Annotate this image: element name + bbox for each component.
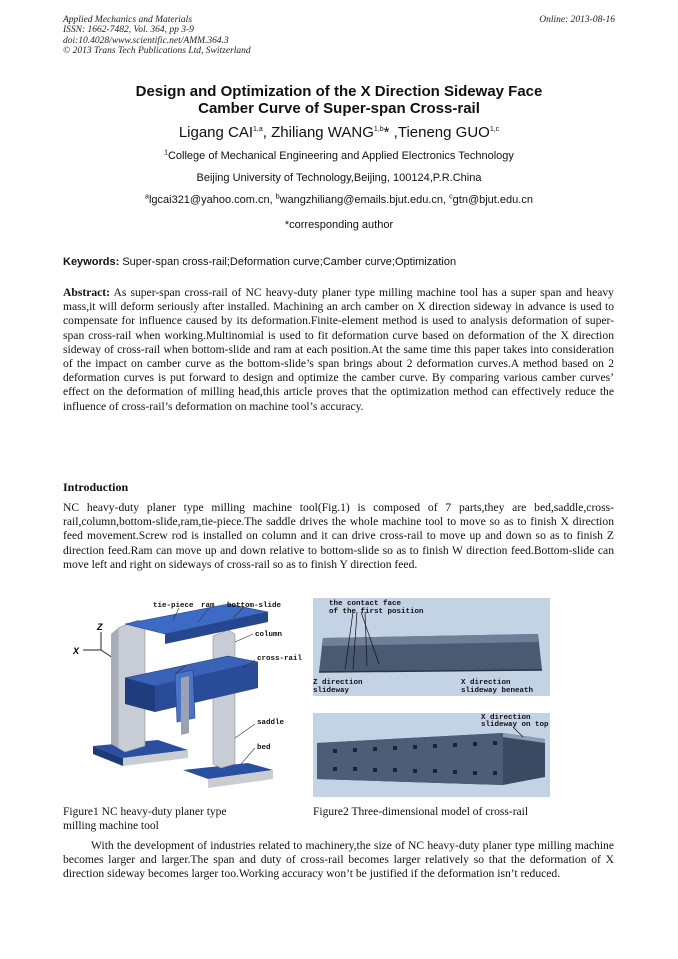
axis-z-label: Z: [97, 622, 103, 632]
axis-x-label: X: [73, 646, 80, 656]
column-right: [213, 630, 235, 768]
abstract-label: Abstract:: [63, 286, 111, 299]
email-a: lgcai321@yahoo.com.cn,: [148, 194, 273, 206]
email-c: gtn@bjut.edu.cn: [452, 194, 533, 206]
figure2-bottom-image: [313, 713, 550, 797]
issn: ISSN: 1662-7482, Vol. 364, pp 3-9: [63, 25, 194, 36]
label-x-beneath-2: slideway beneath: [461, 687, 534, 695]
label-contact-face-1: the contact face: [329, 600, 402, 608]
label-saddle: saddle: [257, 719, 285, 727]
label-x-top-1: X direction: [481, 714, 531, 722]
email-a-sup: a: [145, 193, 149, 201]
figure1-image: [63, 598, 313, 798]
author-2-sup: 1,b: [373, 126, 384, 133]
label-x-top-2: slideway on top: [481, 721, 549, 729]
label-bottom-slide: bottom-slide: [227, 602, 282, 610]
label-z-sideway-2: slideway: [313, 687, 350, 695]
figure1-caption: [63, 806, 227, 833]
doi: doi:10.4028/www.scientific.net/AMM.364.3: [63, 35, 229, 46]
author-1-sup: 1,a: [253, 126, 263, 133]
label-bed: bed: [257, 744, 271, 752]
label-x-beneath-1: X direction: [461, 679, 511, 687]
running-header: [63, 15, 251, 57]
email-b: wangzhiliang@emails.bjut.edu.cn,: [279, 194, 447, 206]
figure1-caption-line-2: milling machine tool: [63, 819, 159, 832]
label-tie-piece: tie-piece: [153, 602, 194, 610]
figure1-machine-drawing: [63, 598, 313, 798]
intro-paragraph-1: NC heavy-duty planer type milling machine tool(Fig.1) is composed of 7 parts,they are bed,saddle,cross-rail,column,bottom-slide,ram,tie-piece.The saddle drives the whole machine tool to move so as to finish X direction feed movement.Screw rod is installed on column and it can drive cross-rail to move up and down so as to finish Z direction feed.Ram can move up and down relative to bottom-slide so as to finish W direction feed.Bottom-slide can move left and right on sideways of cross-rail so as to finish Y direction feed.: [63, 501, 614, 571]
online-date: Online: 2013-08-16: [539, 15, 615, 25]
author-3-sup: 1,c: [489, 126, 500, 133]
author-1: Ligang CAI: [178, 124, 254, 141]
label-z-sideway-1: Z direction: [313, 679, 363, 687]
label-cross-rail: cross-rail: [257, 655, 303, 663]
affiliation-text-1: College of Mechanical Engineering and Applied Electronics Technology: [167, 150, 514, 162]
author-list: Ligang CAI$^{1,a}$, Zhiliang WANG$^{1,b}$* ,Tieneng GUO$^{1,c}$: [178, 124, 500, 141]
column-left-side: [111, 628, 118, 748]
affiliation-line-1: [0, 150, 678, 162]
corresponding-author-note: *corresponding author: [284, 219, 394, 231]
title-line-2: Camber Curve of Super-span Cross-rail: [198, 100, 480, 117]
label-contact-face-2: of the first position: [329, 608, 424, 616]
figure2-top-image: [313, 598, 550, 696]
email-line: [0, 194, 678, 206]
email-c-sup: c: [449, 193, 453, 201]
keywords-label: Keywords:: [63, 256, 120, 268]
corresponding-mark: *: [383, 124, 390, 141]
email-b-sup: b: [275, 193, 280, 201]
affiliation-line-2: Beijing University of Technology,Beijing, 100124,P.R.China: [196, 172, 482, 184]
label-ram: ram: [201, 602, 215, 610]
paper-title: [0, 83, 678, 117]
figure2-top-drawing: [313, 598, 550, 696]
keywords-text: Super-span cross-rail;Deformation curve;Camber curve;Optimization: [122, 256, 457, 268]
figure1-caption-line-1: Figure1 NC heavy-duty planer type: [63, 806, 227, 818]
figure2-bottom-drawing: [313, 713, 550, 797]
introduction-heading: Introduction: [63, 480, 129, 494]
author-2: Zhiliang WANG: [271, 124, 374, 141]
title-line-1: Design and Optimization of the X Direction Sideway Face: [135, 83, 543, 100]
abstract: [63, 286, 614, 414]
journal-name: Applied Mechanics and Materials: [63, 15, 193, 25]
author-3: Tieneng GUO: [397, 124, 490, 141]
intro-paragraph-2: With the development of industries related to machinery,the size of NC heavy-duty planer type milling machine becomes larger and larger.The span and duty of cross-rail becomes larger relatively so that the deformation of X direction sideway becomes larger too.Working accuracy won’t be justified if the deformation isn’t reduced.: [63, 839, 614, 881]
copyright: © 2013 Trans Tech Publications Ltd, Switzerland: [63, 46, 251, 57]
abstract-text: As super-span cross-rail of NC heavy-duty planer type milling machine tool has a super span and heavy mass,it will deform seriously after installed. Machining an arch camber on X direction sideway in advance is used to compensate for influence caused by its deformation.Finite-element method is used to analysis deformation of super-span cross-rail when working.Multinomial is used to fit deformation curve based on deformation of the X direction sideway of cross-rail when bottom-slide and ram at each position.At the same time this paper takes into consideration of the impact on camber curve as the bottom-slide’s span brings about 2 deformation curves.A method based on 2 deformation curves is put forward to design and optimize the camber curve. By comparing various camber curves’ effect on the deformation of milling head,this article proves that the optimization method can effectively reduce the influence of cross-rail’s deformation on machine tool’s accuracy.: [63, 286, 614, 413]
affiliation-sup: 1: [164, 149, 168, 157]
keywords: [63, 256, 614, 268]
figure2-caption: Figure2 Three-dimensional model of cross-rail: [313, 806, 529, 818]
ram: [181, 676, 189, 735]
label-column: column: [255, 631, 283, 639]
